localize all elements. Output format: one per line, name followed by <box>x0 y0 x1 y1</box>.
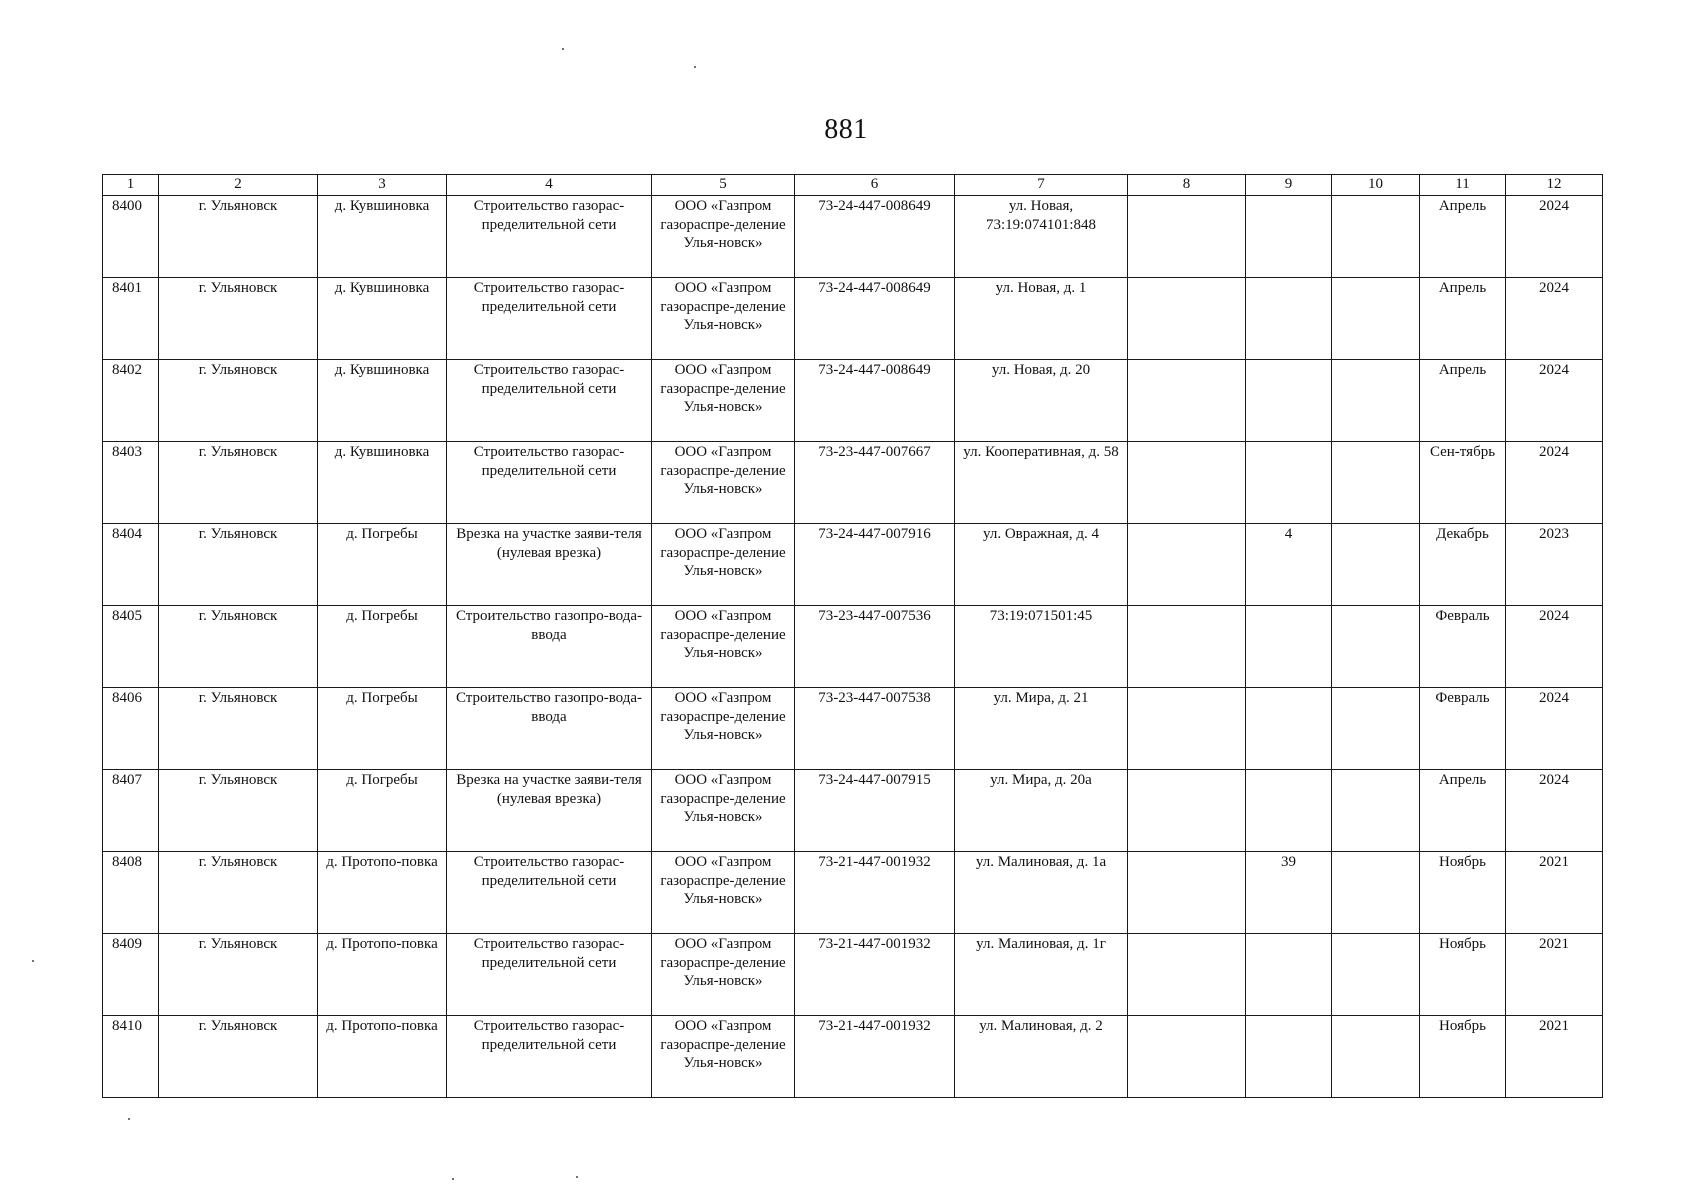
cell-col-10 <box>1332 278 1420 360</box>
cell-code: 73-24-447-008649 <box>795 278 955 360</box>
cell-organization: ООО «Газпром газораспре-деление Улья-новск» <box>652 770 795 852</box>
cell-code: 73-24-447-008649 <box>795 196 955 278</box>
cell-city: г. Ульяновск <box>159 770 318 852</box>
cell-address: ул. Малиновая, д. 2 <box>955 1016 1128 1098</box>
cell-col-9: 39 <box>1246 852 1332 934</box>
cell-col-9 <box>1246 360 1332 442</box>
cell-address: ул. Новая, 73:19:074101:848 <box>955 196 1128 278</box>
column-header: 12 <box>1506 175 1603 196</box>
column-header: 7 <box>955 175 1128 196</box>
cell-work-type: Врезка на участке заяви-теля (нулевая врезка) <box>447 770 652 852</box>
cell-col-9 <box>1246 278 1332 360</box>
cell-work-type: Строительство газопро-вода-ввода <box>447 606 652 688</box>
cell-month: Апрель <box>1420 360 1506 442</box>
cell-number: 8407 <box>103 770 159 852</box>
column-header: 6 <box>795 175 955 196</box>
cell-year: 2024 <box>1506 278 1603 360</box>
cell-year: 2024 <box>1506 688 1603 770</box>
cell-col-9 <box>1246 196 1332 278</box>
cell-city: г. Ульяновск <box>159 688 318 770</box>
cell-settlement: д. Погребы <box>318 606 447 688</box>
cell-code: 73-21-447-001932 <box>795 852 955 934</box>
cell-city: г. Ульяновск <box>159 852 318 934</box>
cell-col-9: 4 <box>1246 524 1332 606</box>
cell-col-10 <box>1332 852 1420 934</box>
cell-organization: ООО «Газпром газораспре-деление Улья-новск» <box>652 524 795 606</box>
cell-work-type: Строительство газорас-пределительной сети <box>447 196 652 278</box>
cell-settlement: д. Кувшиновка <box>318 196 447 278</box>
cell-organization: ООО «Газпром газораспре-деление Улья-новск» <box>652 934 795 1016</box>
cell-city: г. Ульяновск <box>159 360 318 442</box>
cell-col-10 <box>1332 770 1420 852</box>
cell-col-8 <box>1128 770 1246 852</box>
cell-organization: ООО «Газпром газораспре-деление Улья-новск» <box>652 1016 795 1098</box>
scan-speck <box>562 48 564 50</box>
cell-address: ул. Новая, д. 20 <box>955 360 1128 442</box>
column-header: 10 <box>1332 175 1420 196</box>
cell-col-8 <box>1128 524 1246 606</box>
cell-code: 73-24-447-008649 <box>795 360 955 442</box>
cell-col-8 <box>1128 606 1246 688</box>
table-row <box>103 852 1603 934</box>
cell-year: 2021 <box>1506 852 1603 934</box>
cell-work-type: Строительство газорас-пределительной сети <box>447 278 652 360</box>
cell-col-8 <box>1128 934 1246 1016</box>
page-number: 881 <box>824 114 868 145</box>
cell-work-type: Строительство газорас-пределительной сети <box>447 852 652 934</box>
cell-settlement: д. Кувшиновка <box>318 278 447 360</box>
cell-organization: ООО «Газпром газораспре-деление Улья-новск» <box>652 852 795 934</box>
table-row <box>103 524 1603 606</box>
scan-speck <box>128 1118 130 1120</box>
cell-month: Ноябрь <box>1420 852 1506 934</box>
column-header: 4 <box>447 175 652 196</box>
cell-year: 2024 <box>1506 606 1603 688</box>
cell-col-8 <box>1128 196 1246 278</box>
cell-city: г. Ульяновск <box>159 196 318 278</box>
scan-speck <box>694 66 696 68</box>
cell-address: ул. Новая, д. 1 <box>955 278 1128 360</box>
cell-code: 73-24-447-007915 <box>795 770 955 852</box>
cell-year: 2021 <box>1506 934 1603 1016</box>
cell-col-10 <box>1332 1016 1420 1098</box>
cell-city: г. Ульяновск <box>159 934 318 1016</box>
cell-year: 2024 <box>1506 770 1603 852</box>
cell-organization: ООО «Газпром газораспре-деление Улья-новск» <box>652 688 795 770</box>
cell-col-9 <box>1246 688 1332 770</box>
cell-address: ул. Мира, д. 20а <box>955 770 1128 852</box>
cell-work-type: Строительство газопро-вода-ввода <box>447 688 652 770</box>
cell-col-10 <box>1332 442 1420 524</box>
cell-col-8 <box>1128 1016 1246 1098</box>
cell-month: Апрель <box>1420 770 1506 852</box>
cell-month: Декабрь <box>1420 524 1506 606</box>
cell-number: 8403 <box>103 442 159 524</box>
cell-city: г. Ульяновск <box>159 278 318 360</box>
cell-settlement: д. Погребы <box>318 524 447 606</box>
column-header: 3 <box>318 175 447 196</box>
cell-work-type: Строительство газорас-пределительной сети <box>447 442 652 524</box>
cell-work-type: Врезка на участке заяви-теля (нулевая врезка) <box>447 524 652 606</box>
table-row <box>103 934 1603 1016</box>
cell-number: 8404 <box>103 524 159 606</box>
table-row <box>103 196 1603 278</box>
cell-month: Сен-тябрь <box>1420 442 1506 524</box>
cell-month: Апрель <box>1420 278 1506 360</box>
cell-code: 73-21-447-001932 <box>795 934 955 1016</box>
cell-month: Февраль <box>1420 688 1506 770</box>
cell-address: ул. Мира, д. 21 <box>955 688 1128 770</box>
table-row <box>103 442 1603 524</box>
cell-work-type: Строительство газорас-пределительной сети <box>447 1016 652 1098</box>
cell-address: ул. Малиновая, д. 1г <box>955 934 1128 1016</box>
table-row <box>103 770 1603 852</box>
scan-speck <box>452 1178 454 1180</box>
cell-code: 73-21-447-001932 <box>795 1016 955 1098</box>
cell-col-10 <box>1332 360 1420 442</box>
cell-number: 8405 <box>103 606 159 688</box>
cell-city: г. Ульяновск <box>159 606 318 688</box>
cell-address: ул. Кооперативная, д. 58 <box>955 442 1128 524</box>
cell-col-9 <box>1246 606 1332 688</box>
cell-col-10 <box>1332 934 1420 1016</box>
cell-col-9 <box>1246 770 1332 852</box>
scan-speck <box>32 960 34 962</box>
cell-code: 73-23-447-007538 <box>795 688 955 770</box>
cell-code: 73-24-447-007916 <box>795 524 955 606</box>
cell-year: 2024 <box>1506 360 1603 442</box>
cell-col-8 <box>1128 442 1246 524</box>
table-row <box>103 360 1603 442</box>
cell-number: 8402 <box>103 360 159 442</box>
cell-settlement: д. Протопо-повка <box>318 934 447 1016</box>
cell-settlement: д. Погребы <box>318 770 447 852</box>
cell-city: г. Ульяновск <box>159 524 318 606</box>
cell-settlement: д. Кувшиновка <box>318 360 447 442</box>
cell-year: 2024 <box>1506 196 1603 278</box>
cell-code: 73-23-447-007536 <box>795 606 955 688</box>
cell-organization: ООО «Газпром газораспре-деление Улья-новск» <box>652 606 795 688</box>
cell-col-9 <box>1246 442 1332 524</box>
cell-col-8 <box>1128 852 1246 934</box>
register-table <box>102 174 1603 1098</box>
cell-year: 2024 <box>1506 442 1603 524</box>
cell-organization: ООО «Газпром газораспре-деление Улья-новск» <box>652 278 795 360</box>
cell-settlement: д. Погребы <box>318 688 447 770</box>
scan-speck <box>576 1176 578 1178</box>
cell-organization: ООО «Газпром газораспре-деление Улья-новск» <box>652 196 795 278</box>
cell-organization: ООО «Газпром газораспре-деление Улья-новск» <box>652 360 795 442</box>
cell-col-10 <box>1332 688 1420 770</box>
cell-settlement: д. Протопо-повка <box>318 852 447 934</box>
cell-city: г. Ульяновск <box>159 442 318 524</box>
cell-col-8 <box>1128 360 1246 442</box>
cell-month: Апрель <box>1420 196 1506 278</box>
cell-col-10 <box>1332 196 1420 278</box>
cell-address: 73:19:071501:45 <box>955 606 1128 688</box>
cell-col-9 <box>1246 1016 1332 1098</box>
cell-work-type: Строительство газорас-пределительной сети <box>447 360 652 442</box>
column-header: 9 <box>1246 175 1332 196</box>
table-row <box>103 1016 1603 1098</box>
cell-col-8 <box>1128 688 1246 770</box>
column-header: 5 <box>652 175 795 196</box>
cell-number: 8406 <box>103 688 159 770</box>
cell-address: ул. Овражная, д. 4 <box>955 524 1128 606</box>
cell-month: Ноябрь <box>1420 1016 1506 1098</box>
cell-settlement: д. Протопо-повка <box>318 1016 447 1098</box>
cell-number: 8400 <box>103 196 159 278</box>
cell-number: 8410 <box>103 1016 159 1098</box>
column-header: 8 <box>1128 175 1246 196</box>
cell-col-10 <box>1332 606 1420 688</box>
cell-year: 2023 <box>1506 524 1603 606</box>
cell-number: 8409 <box>103 934 159 1016</box>
column-header: 11 <box>1420 175 1506 196</box>
table-row <box>103 278 1603 360</box>
cell-col-10 <box>1332 524 1420 606</box>
cell-work-type: Строительство газорас-пределительной сети <box>447 934 652 1016</box>
cell-number: 8401 <box>103 278 159 360</box>
cell-col-9 <box>1246 934 1332 1016</box>
cell-city: г. Ульяновск <box>159 1016 318 1098</box>
cell-col-8 <box>1128 278 1246 360</box>
cell-month: Февраль <box>1420 606 1506 688</box>
cell-settlement: д. Кувшиновка <box>318 442 447 524</box>
table-row <box>103 606 1603 688</box>
cell-address: ул. Малиновая, д. 1а <box>955 852 1128 934</box>
column-header: 1 <box>103 175 159 196</box>
cell-organization: ООО «Газпром газораспре-деление Улья-новск» <box>652 442 795 524</box>
cell-code: 73-23-447-007667 <box>795 442 955 524</box>
cell-number: 8408 <box>103 852 159 934</box>
column-header: 2 <box>159 175 318 196</box>
table-row <box>103 688 1603 770</box>
cell-month: Ноябрь <box>1420 934 1506 1016</box>
cell-year: 2021 <box>1506 1016 1603 1098</box>
header-row <box>103 175 1603 196</box>
